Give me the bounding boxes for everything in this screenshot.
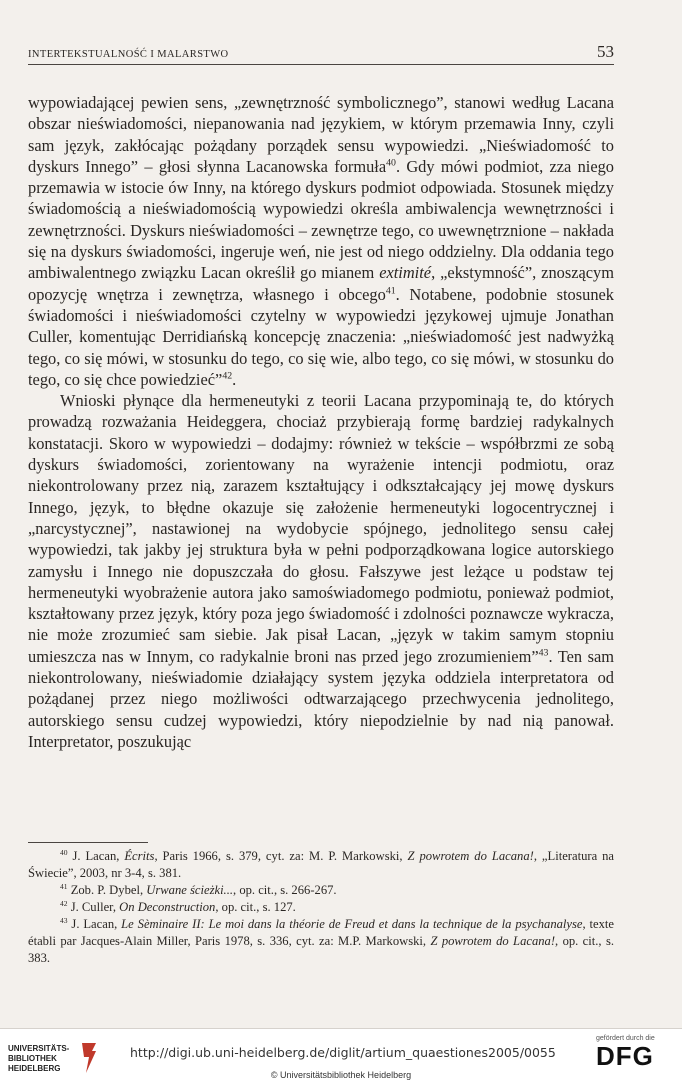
text-run: Wnioski płynące dla hermeneutyki z teorii Lacana przypominają te, do których prowadzą rozważania Heideggera, chociaż przybierają formę bardziej radykalnych konstatacji. Skoro w wypowiedzi – dodajmy: również w tekście – współbrzmi ze sobą dyskurs świadomości, zorientowany na wyrażenie intencji podmiotu, oraz niekontrolowany przez nią, zarazem kształtujący i odkształcający jej mowę dyskurs Innego, język, to błędne okazuje się założenie hermeneutyki logocentrycznej i „narcystycznej”, nastawionej na wydobycie spójnego, jednolitego sensu całej wypowiedzi, tak jakby jej struktura była w pełni podporządkowana logice autorskiego zamysłu i Innego nie dopuszczała do głosu. Fałszywe jest leżące u podstaw tej hermeneutyki wyobrażenie autora jako samoświadomego podmiotu, ponieważ podmiot, kształtowany przez język, który poza jego świadomość i zdolności poznawcze wykracza, nie może zrozumieć sam siebie. Jak pisał Lacan, „język w takim samym stopniu umieszcza nas w Innym, co radykalnie broni nas przed jego zrozumieniem” [28, 391, 614, 666]
text-run: . Notabene, podobnie stosunek świadomości i nieświadomości czytelny w wypowiedzi językowej ujmuje Jonathan Culler, komentując Derridiańską koncepcję znaczenia: „nieświadomość jest nadwyżką tego, co się mówi, w stosunku do tego, co się wie, albo tego, co się mówi, w stosunku do tego, co się chce powiedzieć” [28, 284, 614, 389]
dfg-logo: DFG [596, 1041, 654, 1071]
text-run: , texte établi par Jacques-Alain Miller, Paris 1978, s. 336, cyt. za: M.P. Markowski, [28, 917, 615, 948]
running-title: INTERTEKSTUALNOŚĆ I MALARSTWO [28, 49, 229, 60]
dfg-caption: gefördert durch die [596, 1035, 655, 1042]
main-text [28, 92, 614, 752]
footnote-ref-40[interactable]: 40 [386, 157, 396, 169]
footnotes [28, 848, 614, 967]
footnote-41 [28, 882, 614, 899]
dfg-funding[interactable] [596, 1035, 676, 1070]
text-run: , „ekstymność”, znoszącym opozycję wnętrza i zewnętrza, własnego i obcego [28, 263, 614, 304]
title-italic: Le Sèminaire II: Le moi dans la théorie de Freud et dans la technique de la psychanalyse [121, 917, 583, 931]
text-run: , op. cit., s. 127. [215, 900, 296, 914]
logo-line: HEIDELBERG [8, 1064, 61, 1073]
footnote-42 [28, 899, 614, 916]
digitization-footer [0, 1028, 682, 1089]
source-url-link[interactable]: http://digi.ub.uni-heidelberg.de/diglit/artium_quaestiones2005/0055 [130, 1045, 556, 1060]
paragraph-1 [28, 92, 614, 390]
term-extimite: extimité [379, 263, 432, 283]
text-run: J. Culler, [67, 900, 120, 914]
title-italic: Z powrotem do Lacana! [430, 934, 556, 948]
text-run: J. Lacan, [67, 917, 122, 931]
text-run: , „Literatura na Świecie”, 2003, nr 3-4, s. 381. [28, 849, 614, 880]
footnote-number: 40 [60, 847, 68, 857]
page-number: 53 [597, 42, 614, 61]
text-run: , op. cit., s. 383. [28, 934, 614, 965]
footnote-40 [28, 848, 614, 882]
footnote-ref-42[interactable]: 42 [222, 370, 233, 382]
footnote-number: 42 [60, 898, 68, 908]
logo-line: BIBLIOTHEK [8, 1054, 57, 1063]
text-run: wypowiadającej pewien sens, „zewnętrzność symbolicznego”, stanowi według Lacana obszar nieświadomości, niepanowania nad językiem, w którym przemawia Inny, czyli sam język, zakłócając pożądany porządek sensu wypowiedzi. „Nieświadomość to dyskurs Innego” – głosi słynna Lacanowska formuła [28, 93, 614, 176]
logo-line: UNIVERSITÄTS- [8, 1044, 70, 1053]
text-run: Zob. P. Dybel, [67, 883, 147, 897]
paragraph-2 [28, 390, 614, 752]
footnote-ref-43[interactable]: 43 [538, 647, 549, 659]
title-italic: Écrits [124, 849, 155, 863]
footnote-number: 43 [60, 915, 68, 925]
footnote-ref-41[interactable]: 41 [385, 285, 396, 297]
running-header [28, 40, 614, 65]
title-italic: Urwane ścieżki... [146, 883, 234, 897]
text-run: . Gdy mówi podmiot, zza niego przemawia w istocie ów Inny, na którego dyskurs podmiot odpowiada. Stosunek między świadomością a nieświadomością wypowiedzi określa ambiwalencja wewnętrzności i zewnętrzności. Dyskurs nieświadomości – zewnętrze tego, co uwewnętrznione – nakłada się na dyskurs świadomości, ingeruje weń, nie jest od niego oddzielny. Dla oddania tego ambiwalentnego związku Lacan określił go mianem [28, 156, 615, 283]
footnote-divider [28, 842, 148, 843]
title-italic: Z powrotem do Lacana! [407, 849, 534, 863]
text-run: , op. cit., s. 266-267. [233, 883, 337, 897]
footnote-number: 41 [60, 881, 68, 891]
text-run: . [232, 369, 237, 389]
text-run: , Paris 1966, s. 379, cyt. za: M. P. Markowski, [154, 849, 408, 863]
text-run: . Ten sam niekontrolowany, nieświadomie działający system języka oddziela interpretatora od pożądanej przez niego możliwości odtwarzającego przechwycenia jednolitego, autorskiego sensu cudzej wypowiedzi, który niepodzielnie by nad nią panował. Interpretator, poszukując [28, 646, 614, 751]
text-run: J. Lacan, [67, 849, 125, 863]
footnote-43 [28, 916, 614, 967]
copyright-notice: © Universitätsbibliothek Heidelberg [270, 1070, 412, 1080]
title-italic: On Deconstruction [119, 900, 216, 914]
